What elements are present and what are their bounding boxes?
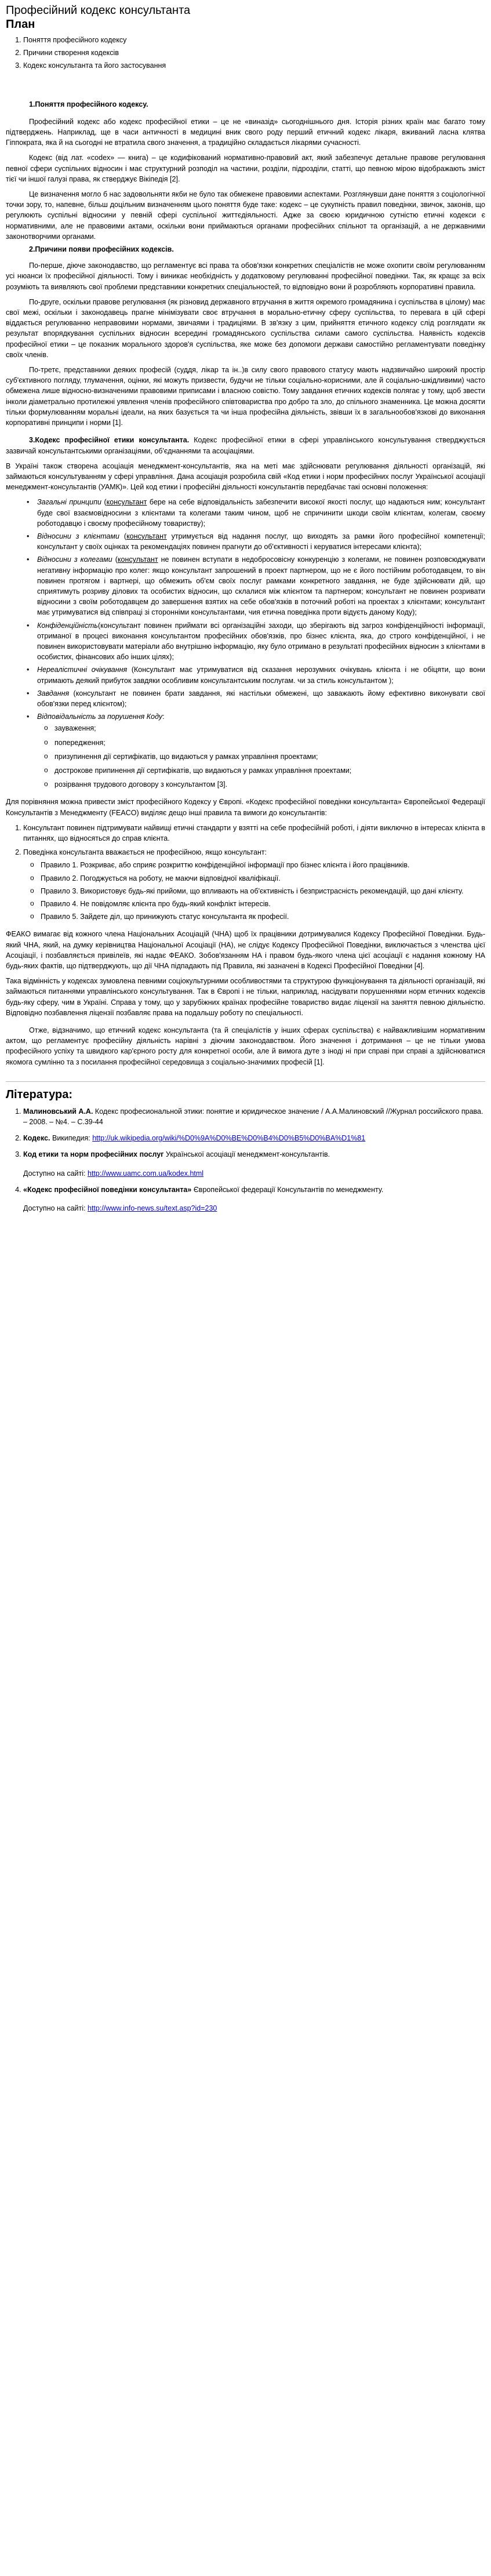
term: Завдання bbox=[37, 689, 70, 697]
ref-text: Української асоціації менеджмент-консультантів. bbox=[163, 1150, 330, 1159]
item-text: (консультант не повинен брати завдання, які настільки обмежені, що заважають йому ефективно виконувати свої обов'язки перед клієнтом); bbox=[37, 689, 485, 708]
plan-item: 3. Кодекс консультанта та його застосування bbox=[23, 60, 485, 71]
paragraph: Для порівняння можна привести зміст професійного Кодексу у Європі. «Кодекс професійної поведінки консультанта» Європейської Федерації Консультантів з Менеджменту (FEACO) виділяє дещо інші правила та вимоги до консультантів: bbox=[6, 798, 485, 817]
code-provisions-list bbox=[6, 497, 485, 790]
item-text: (Консультант має утримуватися від сказання нерозумних очікувань клієнта і не обіцяти, що вони отримають деякий прибуток завдяки особливим консультантським послугам. чи за стиль консультантом ); bbox=[37, 666, 485, 685]
source-label: Доступно на сайті: bbox=[23, 1169, 86, 1178]
list-item bbox=[23, 847, 485, 922]
paragraph: Кодекс (від лат. «codex» — книга) – це кодифікований нормативно-правовий акт, який забезпечує детальне правове регулювання певної сфери суспільних відносин і має структурний розподіл на частини, розділи, підрозділи, статті, що певною мірою відображають зміст тієї чи іншої галузі права, як стверджує Вікіпедія [2]. bbox=[6, 154, 485, 183]
plan-list bbox=[6, 35, 485, 71]
term: Відносини з колегами bbox=[37, 555, 112, 564]
keyword: консультант bbox=[117, 555, 158, 564]
section-3-intro bbox=[6, 435, 485, 456]
section-heading: 1.Поняття професійного кодексу. bbox=[29, 100, 148, 108]
list-item: o Правило 4. Не повідомляє клієнта про будь-який конфлікт інтересів. bbox=[41, 899, 485, 909]
list-item: o Правило 2. Погоджується на роботу, не маючи відповідної кваліфікації. bbox=[41, 873, 485, 884]
list-item: • Відносини з колегами (консультант не повинен вступати в недобросовісну конкуренцію з колегами, не повинен розповсюджувати негативну інформацію про колег: якщо консультант запрошений в проект партнером, що не є його постійним роботодавцем, то він повинен протягом і вартнері, що обмежить об'єм своїх послуг рамками конкретного завдання, не буде здійснювати дій, що сприятимуть розриву ділових та особистих відносин, що склалися між клієнтом та партнером; консультант не повинен розривати відносини з своїм роботодавцем до завершення взятих на себе обов'язків в поточний роботі на проектах з клієнтами; консультант має утримуватися від співпраці зі сторонніми консультантами, чия етична поведінка проти відуєть даному Коду); bbox=[37, 554, 485, 617]
section-heading: 3.Кодекс професійної етики консультанта. bbox=[29, 436, 190, 445]
term: Відповідальність за порушення Коду bbox=[37, 713, 163, 721]
plan-item: 2. Причини створення кодексів bbox=[23, 48, 485, 58]
item-text: : bbox=[162, 713, 165, 721]
list-item: o Правило 1. Розкриває, або сприяє розкриттю конфіденційної інформації про бізнес клієнта і його працівників. bbox=[41, 860, 485, 870]
list-item bbox=[37, 664, 485, 685]
term: Нереалістичні очікування bbox=[37, 666, 128, 674]
ref-title: Кодекс. bbox=[23, 1134, 50, 1143]
plan-item: 1. Поняття професійного кодексу bbox=[23, 35, 485, 45]
paragraph: По-друге, оскільки правове регулювання (як різновид державного втручання в життя окремого громадянина і суспільства в цілому) має свої межі, оскільки і законодавець прагне мінімізувати своє втручання в морально-етичну сферу суспільства, то перевага в цій сфері віддається регулюванню неправовими нормами, звичаями і традиціями. В зв'язку з цим, прийняття етичного кодексу слід розглядати як результат впорядкування суспільних відносин всередині громадянського суспільства силами самого суспільства. Наявність кодексів професійної етики – це показник морального здоров'я суспільства, яке може без допомоги держави самостійно регламентувати поведінку своїх членів. bbox=[6, 297, 485, 359]
list-item bbox=[23, 1149, 485, 1178]
list-item bbox=[37, 620, 485, 663]
ref-link[interactable]: http://www.info-news.su/text.asp?id=230 bbox=[88, 1204, 217, 1213]
list-item: o зауваження; bbox=[54, 723, 485, 733]
rules-sublist bbox=[23, 860, 485, 922]
literature-list bbox=[6, 1106, 485, 1213]
list-item bbox=[37, 688, 485, 709]
list-item: o розірвання трудового договору з консультантом [3]. bbox=[54, 779, 485, 790]
section-heading: 2.Причини появи професійних кодексів. bbox=[29, 245, 174, 254]
list-item bbox=[23, 1185, 485, 1213]
ref-link[interactable]: http://uk.wikipedia.org/wiki/%D0%9A%D0%BE%D0%B4%D0%B5%D0%BA%D1%81 bbox=[92, 1134, 366, 1143]
document bbox=[0, 0, 491, 1213]
list-item bbox=[37, 711, 485, 790]
paragraph: Це визначення могло б нас задовольняти якби не було так обмежене правовими аспектами. Розглянувши дане поняття з соціологічної точки зору, то, напевне, більш доцільним визначенням цього поняття буде таке: кодекс – це сукупність правил поведінки, звичок, законів, що регулюють суспільні відносини у певній сфері суспільної життєдіяльності. Адже за своєю юридичною сутністю етичні кодекси є нормативними, але не правовими актами, оскільки вони приймаються органами професійних спільнот та організацій, а не державними законотворчими органами. bbox=[6, 190, 485, 241]
term: Загальні принципи bbox=[37, 498, 101, 507]
list-item: o призупинення дії сертифікатів, що видаються у рамках управління проектами; bbox=[54, 751, 485, 762]
ref-text: Кодекс професиональной этики: понятие и юридическое значение / А.А.Малиновский //Журнал российского права. – 2008. – №4. – С.39-44 bbox=[23, 1107, 483, 1127]
item-text: бере на себе відповідальність забезпечити високої якості послуг, що надаються ним; консультант буде свої взаємовідносини з клієнтами та колегами таким чином, щоб не спричинити шкоди своїм клієнтам, колегам, своєму роботодавцю і своєму професійному товариству); bbox=[37, 498, 485, 528]
term: Відносини з клієнтами bbox=[37, 532, 120, 540]
ref-source bbox=[23, 1168, 485, 1179]
list-item bbox=[23, 1106, 485, 1127]
keyword: консультант bbox=[106, 498, 147, 507]
paragraph: ФЕАКО вимагає від кожного члена Національних Асоціацій (ЧНА) щоб їх працівники дотримувалися Кодексу Професійної Поведінки. Будь-який ЧНА, який, на думку керівництва Національної Асоціації (НА), не слідує Кодексу Професійної Поведінки, виключається з членства цієї Асоціації, і позбавляється привілеїв, які надає ФЕАКО. Зобов'язанням НА і правом будь-якого члена цієї асоціації є надання кожному НА будь-яких фактів, що підтверджують, що дії ЧНА підпадають під Правила, які зазначені в Кодексі Професійної Поведінки [4]. bbox=[6, 930, 485, 971]
paragraph: По-перше, діюче законодавство, що регламентує всі права та обов'язки конкретних спеціалістів не може охопити своїм регулюванням усі нюанси їх професійної діяльності. Тому і виникає необхідність у додатковому регулюванні професійної поведінки. Так, як кращє за всіх розуміють та виявляють свої проблеми представники конкретних спеціальностей, то відповідно вони й розробляють корпоративні правила. bbox=[6, 261, 485, 291]
ref-text: Википедия: bbox=[50, 1134, 90, 1143]
source-label: Доступно на сайті: bbox=[23, 1204, 86, 1213]
keyword: консультант bbox=[126, 532, 167, 540]
ref-link[interactable]: http://www.uamc.com.ua/kodex.html bbox=[88, 1169, 204, 1178]
list-item: • Загальні принципи (консультант бере на себе відповідальність забезпечити високої якості послуг, що надаються ним; консультант буде свої взаємовідносини з клієнтами та колегами таким чином, щоб не спричинити шкоди своїм клієнтам, колегам, своєму роботодавцю і своєму професійному товариству); bbox=[37, 497, 485, 529]
section-heading-rest: Кодекс професійної етики в сфері управлінського консультування стверджується зазвичай консультантськими організаціями, об'єднаннями та асоціаціями. bbox=[6, 436, 486, 455]
list-item bbox=[23, 1133, 485, 1143]
item-text: Поведінка консультанта вважається не професійною, якщо консультант: bbox=[23, 848, 267, 857]
ref-title: «Кодекс професійної поведінки консультанта» bbox=[23, 1185, 192, 1194]
list-item: o Правило 5. Зайдете діл, що принижують статус консультанта як професії. bbox=[41, 911, 485, 922]
item-text: (консультант повинен приймати всі організаційні заходи, що зберігають від загроз конфіденційності інформації, отриманої в процесі виконання консультантом професійних обов'язків, про бізнес клієнта, яка, до строго конфіденційної, і не повинен використовувати матеріали або внутрішню інформацію, яку було отримано в результаті професійних відносин з клієнтами в особистих, фінансових або інших цілях); bbox=[37, 621, 485, 662]
paragraph: По-третє, представники деяких професій (суддя, лікар та ін..)в силу свого правового статусу мають надзвичайно широкий простір суб'єктивного погляду, тлумачення, оцінки, які можуть призвести, будучи не тільки соціально-корисними, але й соціально-шкідливими) часто обмежена лише відносно-визначеними правовими приписами і власною совістю. Тому завдання етичних кодексів полягає у тому, щоб звести інколи діаметрально протилежні уявлення членів професійного співтовариства про добро та зло, до спільного знаменника. Це можна досягти тільки формулюванням моральні ідеали, на яких базується та чи інша професійна діяльність, звівши їх в загальнообов'язкові до виконання корпоративні принципи і норми [1]. bbox=[6, 366, 485, 427]
ref-text: Європейської федерації Консультантів по менеджменту. bbox=[191, 1185, 384, 1194]
paragraph: В Україні також створена асоціація менеджмент-консультантів, яка на меті має здійснювати регулювання діяльності організацій, які займаються консультуванням у сфері управління. Дана асоціація розробила свій «Код етики і норм професійних послуг Української асоціації менеджмент-консультантів (УАМК)». Цей код етики і професійні діяльності консультантів передбачає такі основні положення: bbox=[6, 462, 485, 492]
paragraph: Професійний кодекс або кодекс професійної етики – це не «виназід» сьогоднішнього дня. Історія різних країн має багато тому підтверджень. Наприклад, ще в часи античності в медицині вник свого роду перший етичний кодекс лікаря, вживаний ласна клятва Гіппократа, яка й на сьогодні не втратила свого значення, а традиційно складається лікарями сучасності. bbox=[6, 117, 485, 147]
list-item: o Правило 3. Використовує будь-які прийоми, що впливають на об'єктивність і безпристрасність рекомендацій, що дані клієнту. bbox=[41, 886, 485, 896]
ref-title: Код етики та норм професійних послуг bbox=[23, 1150, 164, 1159]
list-item: o дострокове припинення дії сертифікатів, що видаються у рамках управління проектами; bbox=[54, 765, 485, 776]
term: Конфіденційність bbox=[37, 621, 98, 630]
plan-heading: План bbox=[6, 18, 35, 31]
ref-author: Малиновський А.А. bbox=[23, 1107, 93, 1116]
ref-source bbox=[23, 1203, 485, 1213]
list-item: • Відносини з клієнтами (консультант утримується від надання послуг, що виходять за рамки його професійної компетенції; консультант у своїх оцінках та рекомендаціях повинен прагнути до об'єктивності і керуватися інтересами клієнта); bbox=[37, 531, 485, 552]
feaco-rules-list bbox=[6, 823, 485, 922]
list-item: 1. Консультант повинен підтримувати найвищі етичні стандарти у взятті на себе професійній роботі, і діяти виключно в інтересах клієнта в питаннях, що відносяться до справ клієнта. bbox=[23, 823, 485, 844]
list-item: o попередження; bbox=[54, 737, 485, 748]
literature-heading: Література: bbox=[6, 1088, 72, 1101]
page-title: Професійний кодекс консультанта bbox=[6, 4, 191, 17]
divider bbox=[6, 1081, 485, 1082]
sanctions-list bbox=[37, 723, 485, 790]
item-text: утримується від надання послуг, що виходять за рамки його професійної компетенції; консультант у своїх оцінках та рекомендаціях повинен прагнути до об'єктивності і керуватися інтересами клієнта); bbox=[37, 532, 485, 551]
paragraph: Отже, відзначимо, що етичний кодекс консультанта (та й спеціалістів у інших сферах суспільства) є найважливішим нормативним актом, що регламентує професійну діяльність нарівні з діючим законодавством. Його значення і дотримання – це не тільки умова професійного успіху та швидкого кар'єрного росту для конкретної особи, але й вимога дуте з іноді ні при справі при справі а здійснюватися якомога сумлінно та з посилання професійної середовища з соціально-значимих професій [1]. bbox=[6, 1026, 485, 1066]
paragraph: Така відмінність у кодексах зумовлена певними соціокультурними особливостями та структурою функціонування та діяльності організацій, які займаються питаннями управлінського консультування. Так в Європі і не тільки, наприклад, насідувати порушеннями норм етичних кодексів будь-яку сферу, чим в Україні. Справа у тому, що у зарубіжних країнах професійне товариство видає ліцензії на заняття певною діяльністю. Відповідно позбавлення ліцензії позбавляє права на подальшу роботу по спеціальності. bbox=[6, 977, 485, 1017]
item-text: не повинен вступати в недобросовісну конкуренцію з колегами, не повинен розповсюджувати негативну інформацію про колег: якщо консультант запрошений в проект партнером, що не є його постійним роботодавцем, то він повинен протягом і вартнері, що обмежить об'єм своїх послуг рамками конкретного завдання, не буде здійснювати дій, що сприятимуть розриву ділових та особистих відносин, що склалися між клієнтом та партнером; консультант не повинен розривати відносини з своїм роботодавцем до завершення взятих на себе обов'язків в поточний роботі на проектах з клієнтами; консультант має утримуватися від співпраці зі сторонніми консультантами, чия етична поведінка проти відуєть даному Коду); bbox=[37, 555, 485, 617]
